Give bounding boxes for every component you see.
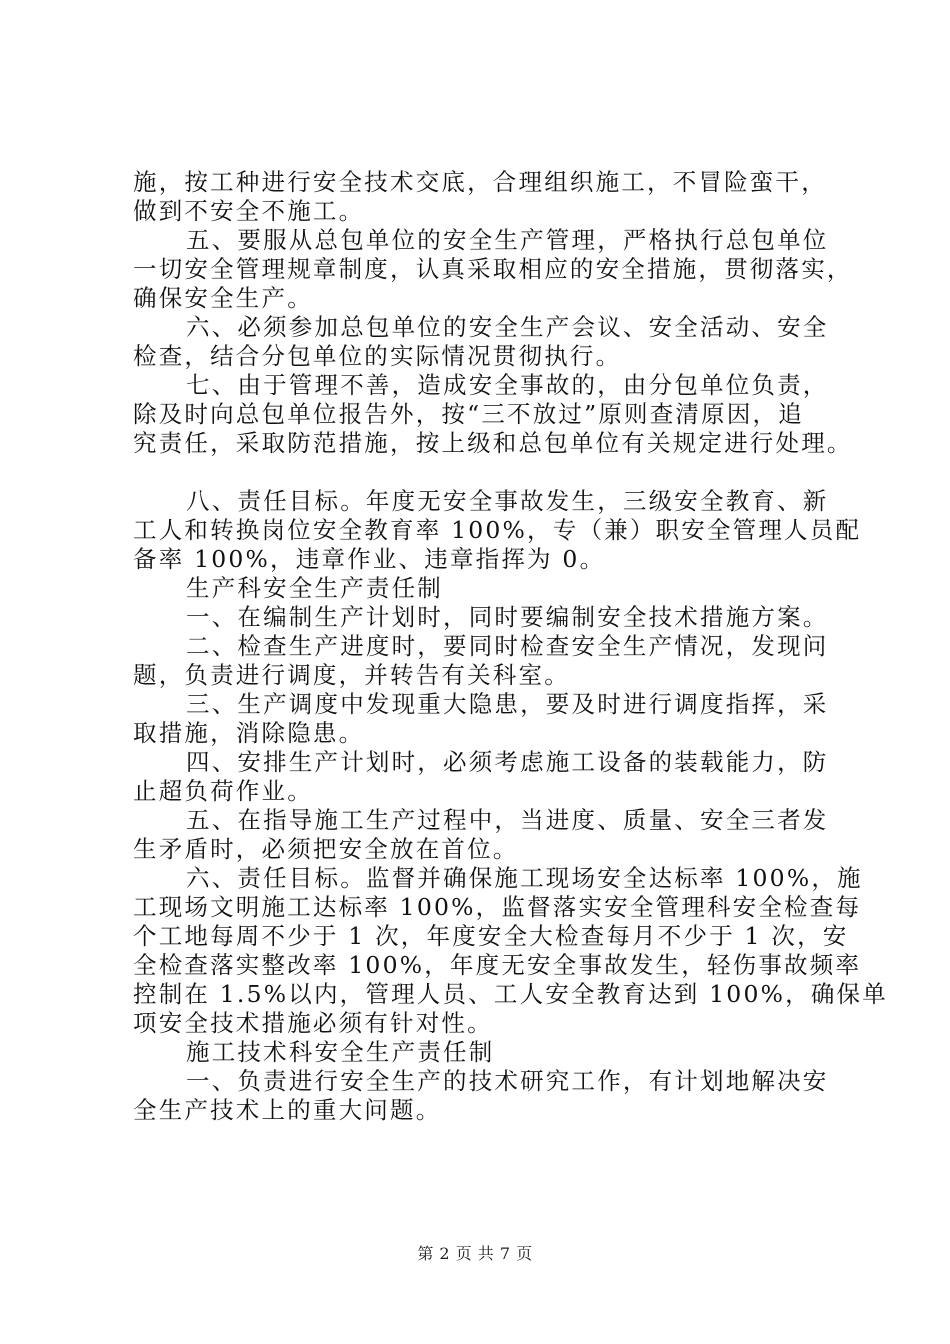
paragraph-start: 三、生产调度中发现重大隐患，要及时进行调度指挥，采 xyxy=(186,690,829,718)
paragraph-start: 六、必须参加总包单位的安全生产会议、安全活动、安全 xyxy=(186,313,829,341)
text-line: 个工地每周不少于 1 次，年度安全大检查每月不少于 1 次，安 xyxy=(133,922,849,950)
page-number-footer: 第 2 页 共 7 页 xyxy=(417,1244,533,1263)
paragraph-start: 六、责任目标。监督并确保施工现场安全达标率 100%，施 xyxy=(186,864,863,892)
paragraph-start: 一、在编制生产计划时，同时要编制安全技术措施方案。 xyxy=(186,603,829,631)
text-line: 除及时向总包单位报告外，按“三不放过”原则查清原因，追 xyxy=(133,400,804,428)
paragraph-start: 五、要服从总包单位的安全生产管理，严格执行总包单位 xyxy=(186,226,829,254)
text-line: 止超负荷作业。 xyxy=(133,777,313,805)
text-line: 全检查落实整改率 100%，年度无安全事故发生，轻伤事故频率 xyxy=(133,951,862,979)
section-heading: 生产科安全生产责任制 xyxy=(186,574,443,602)
text-line: 确保安全生产。 xyxy=(133,284,313,312)
text-line: 检查，结合分包单位的实际情况贯彻执行。 xyxy=(133,342,622,370)
paragraph-start: 五、在指导施工生产过程中，当进度、质量、安全三者发 xyxy=(186,806,829,834)
paragraph-start: 八、责任目标。年度无安全事故发生，三级安全教育、新 xyxy=(186,487,829,515)
text-line: 工人和转换岗位安全教育率 100%，专（兼）职安全管理人员配 xyxy=(133,516,862,544)
paragraph-start: 七、由于管理不善，造成安全事故的，由分包单位负责， xyxy=(186,371,829,399)
text-line: 控制在 1.5%以内，管理人员、工人安全教育达到 100%，确保单 xyxy=(133,980,888,1008)
section-heading: 施工技术科安全生产责任制 xyxy=(186,1038,495,1066)
text-line: 做到不安全不施工。 xyxy=(133,197,365,225)
text-line: 一切安全管理规章制度，认真采取相应的安全措施，贯彻落实， xyxy=(133,255,853,283)
text-line: 全生产技术上的重大问题。 xyxy=(133,1096,442,1124)
text-line: 究责任，采取防范措施，按上级和总包单位有关规定进行处理。 xyxy=(133,429,853,457)
document-body xyxy=(133,168,888,1125)
text-line: 工现场文明施工达标率 100%，监督落实安全管理科安全检查每 xyxy=(133,893,862,921)
text-line: 取措施，消除隐患。 xyxy=(133,719,365,747)
paragraph-gap xyxy=(133,458,848,487)
text-line: 备率 100%，违章作业、违章指挥为 0。 xyxy=(133,545,606,573)
text-line: 施，按工种进行安全技术交底，合理组织施工，不冒险蛮干， xyxy=(133,168,827,196)
text-line: 生矛盾时，必须把安全放在首位。 xyxy=(133,835,519,863)
text-line: 题，负责进行调度，并转告有关科室。 xyxy=(133,661,570,689)
text-line: 项安全技术措施必须有针对性。 xyxy=(133,1009,493,1037)
paragraph-start: 四、安排生产计划时，必须考虑施工设备的装载能力，防 xyxy=(186,748,829,776)
paragraph-start: 一、负责进行安全生产的技术研究工作，有计划地解决安 xyxy=(186,1067,829,1095)
paragraph-start: 二、检查生产进度时，要同时检查安全生产情况，发现问 xyxy=(186,632,829,660)
